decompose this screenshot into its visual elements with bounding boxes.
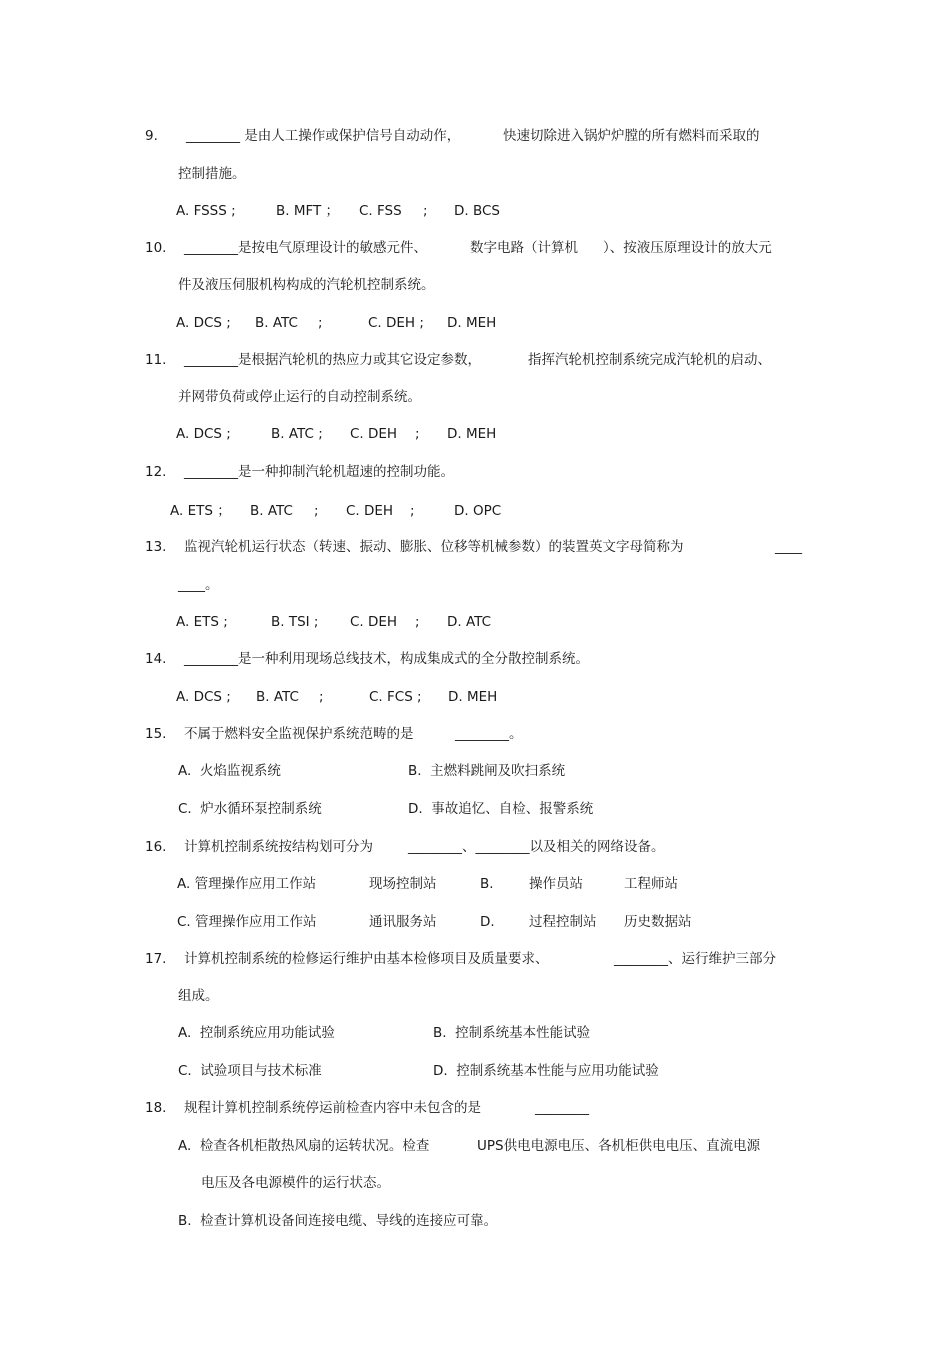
- option-b: B.: [480, 876, 494, 892]
- option-c: C. DEH: [350, 426, 398, 442]
- answer-blank: ____: [775, 539, 802, 555]
- question-text: ________、运行维护三部分: [614, 951, 776, 967]
- question-number: 12.: [145, 464, 167, 480]
- option-b: B. 检查计算机设备间连接电缆、导线的连接应可靠。: [178, 1213, 498, 1229]
- option-d-item: 过程控制站: [529, 914, 597, 930]
- option-c: C. 试验项目与技术标准: [178, 1063, 322, 1079]
- question-text: 计算机控制系统按结构划可分为: [184, 839, 373, 855]
- option-d-item: 历史数据站: [624, 914, 692, 930]
- question-text: ________是一种抑制汽轮机超速的控制功能。: [184, 464, 454, 480]
- question-text: 监视汽轮机运行状态（转速、振动、膨胀、位移等机械参数）的装置英文字母简称为: [184, 539, 684, 555]
- option-d: D. MEH: [447, 315, 497, 331]
- question-number: 17.: [145, 951, 167, 967]
- question-number: 15.: [145, 726, 167, 742]
- option-d: D. ATC: [447, 614, 492, 630]
- option-c: C. DEH: [346, 503, 394, 519]
- question-text: 计算机控制系统的检修运行维护由基本检修项目及质量要求、: [184, 951, 549, 967]
- option-a: A. DCS ;: [176, 426, 231, 442]
- option-b: B. ATC: [255, 315, 298, 331]
- option-a: A. 管理操作应用工作站: [177, 876, 317, 892]
- option-b: B. ATC: [250, 503, 293, 519]
- question-text: ________是根据汽轮机的热应力或其它设定参数，: [184, 352, 481, 368]
- option-c: C. FSS: [359, 203, 402, 219]
- option-c: C. 炉水循环泵控制系统: [178, 801, 322, 817]
- option-b: B. ATC ;: [271, 426, 323, 442]
- option-a: A. 控制系统应用功能试验: [178, 1025, 335, 1041]
- question-text: ________是一种利用现场总线技术，构成集成式的全分散控制系统。: [184, 651, 589, 667]
- option-b: B. MFT ；: [276, 203, 340, 219]
- option-c: C. FCS ;: [369, 689, 422, 705]
- question-number: 9.: [145, 128, 158, 144]
- answer-blank: ________。: [455, 726, 523, 742]
- question-number: 18.: [145, 1100, 167, 1116]
- option-b: B. 主燃料跳闸及吹扫系统: [408, 763, 566, 779]
- option-separator: ;: [318, 315, 323, 331]
- question-text: 指挥汽轮机控制系统完成汽轮机的启动、: [528, 352, 771, 368]
- option-d: D. MEH: [448, 689, 498, 705]
- option-a-text: UPS供电电源电压、各机柜供电电压、直流电源: [477, 1138, 761, 1154]
- question-text: 数字电路（计算机: [470, 240, 578, 256]
- option-d: D.: [480, 914, 495, 930]
- question-text-continued: 件及液压伺服机构构成的汽轮机控制系统。: [178, 277, 435, 293]
- option-b-item: 操作员站: [529, 876, 583, 892]
- option-separator: ;: [410, 503, 415, 519]
- option-c: C. DEH: [350, 614, 398, 630]
- option-a-item: 现场控制站: [369, 876, 437, 892]
- option-c-item: 通讯服务站: [369, 914, 437, 930]
- question-text-continued: 并网带负荷或停止运行的自动控制系统。: [178, 389, 421, 405]
- question-number: 13.: [145, 539, 167, 555]
- option-b: B. TSI ;: [271, 614, 319, 630]
- question-number: 16.: [145, 839, 167, 855]
- option-a: A. FSSS ;: [176, 203, 236, 219]
- option-b: B. ATC: [256, 689, 299, 705]
- option-d: D. MEH: [447, 426, 497, 442]
- option-a-text-continued: 电压及各电源模件的运行状态。: [201, 1175, 390, 1191]
- answer-blank: ________: [535, 1100, 589, 1116]
- option-a: A. ETS ;: [176, 614, 228, 630]
- answer-blank: ________、________以及相关的网络设备。: [408, 839, 665, 855]
- question-text: ________是按电气原理设计的敏感元件、: [184, 240, 427, 256]
- question-text-continued: ____。: [178, 577, 219, 593]
- question-text: ）、按液压原理设计的放大元: [603, 240, 772, 256]
- question-text-continued: 组成。: [178, 988, 219, 1004]
- question-text-continued: 控制措施。: [178, 166, 246, 182]
- question-text: 不属于燃料安全监视保护系统范畴的是: [184, 726, 414, 742]
- option-a: A. ETS ；: [170, 503, 231, 519]
- option-b: B. 控制系统基本性能试验: [433, 1025, 591, 1041]
- option-a: A. DCS ;: [176, 315, 231, 331]
- question-number: 11.: [145, 352, 167, 368]
- option-b-item: 工程师站: [624, 876, 678, 892]
- option-d: D. 控制系统基本性能与应用功能试验: [433, 1063, 659, 1079]
- question-number: 14.: [145, 651, 167, 667]
- option-separator: ;: [319, 689, 324, 705]
- option-d: D. 事故追忆、自检、报警系统: [408, 801, 594, 817]
- option-separator: ;: [415, 614, 420, 630]
- option-c: C. 管理操作应用工作站: [177, 914, 317, 930]
- option-a: A. 检查各机柜散热风扇的运转状况。检查: [178, 1138, 430, 1154]
- option-separator: ;: [415, 426, 420, 442]
- option-d: D. BCS: [454, 203, 500, 219]
- question-number: 10.: [145, 240, 167, 256]
- option-d: D. OPC: [454, 503, 502, 519]
- option-separator: ;: [314, 503, 319, 519]
- option-a: A. 火焰监视系统: [178, 763, 281, 779]
- question-text: 规程计算机控制系统停运前检查内容中未包含的是: [184, 1100, 481, 1116]
- option-separator: ;: [423, 203, 428, 219]
- question-text: ________ 是由人工操作或保护信号自动动作，: [186, 128, 461, 144]
- option-a: A. DCS ;: [176, 689, 231, 705]
- option-c: C. DEH ;: [368, 315, 424, 331]
- question-text: 快速切除进入锅炉炉膛的所有燃料而采取的: [503, 128, 760, 144]
